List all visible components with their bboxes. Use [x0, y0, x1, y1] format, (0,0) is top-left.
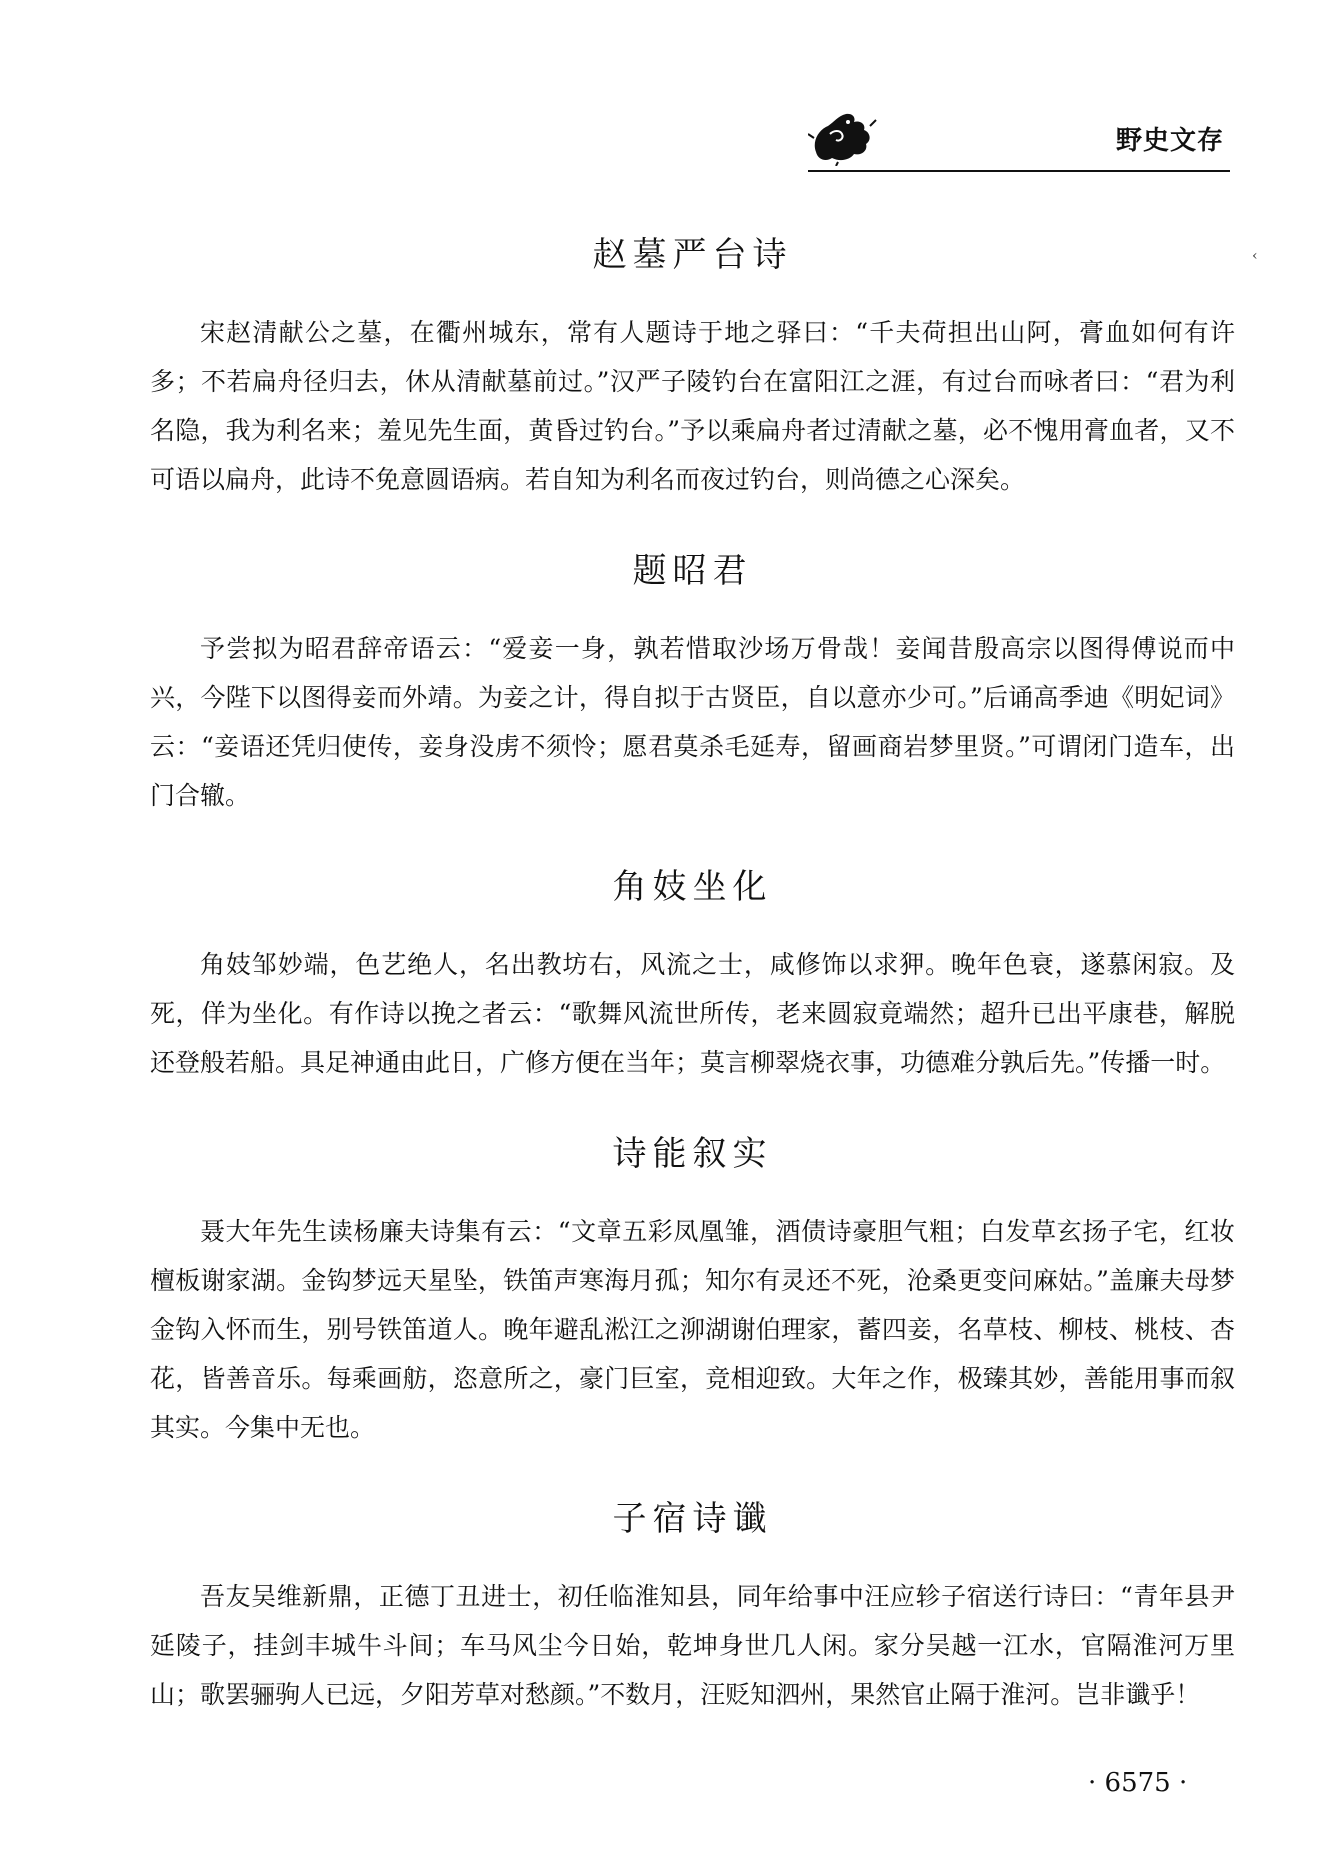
- section-title: 题昭君: [632, 551, 753, 591]
- section-body: 角妓邹妙端，色艺绝人，名出教坊右，风流之士，咸修饰以求狎。晚年色衰，遂慕闲寂。及死，佯为坐化。有作诗以挽之者云：“歌舞风流世所传，老来圆寂竟端然；超升已出平康巷，解脱还登般若船。具足神通由此日，广修方便在当年；莫言柳翠烧衣事，功德难分孰后先。”传播一时。: [150, 950, 1235, 1077]
- section-title: 赵墓严台诗: [592, 235, 793, 275]
- running-header: [808, 100, 1230, 172]
- section: [150, 1129, 1235, 1452]
- header-divider: [808, 170, 1230, 172]
- section-body: 聂大年先生读杨廉夫诗集有云：“文章五彩凤凰雏，酒债诗豪胆气粗；白发草玄扬子宅，红妆檀板谢家湖。金钩梦远天星坠，铁笛声寒海月孤；知尔有灵还不死，沧桑更变问麻姑。”盖廉夫母梦金钩入怀而生，别号铁笛道人。晚年避乱淞江之泖湖谢伯理家，蓄四妾，名草枝、柳枝、桃枝、杏花，皆善音乐。每乘画舫，恣意所之，豪门巨室，竞相迎致。大年之作，极臻其妙，善能用事而叙其实。今集中无也。: [150, 1217, 1235, 1442]
- section-title: 角妓坐化: [612, 867, 773, 907]
- section: [150, 230, 1235, 504]
- section: [150, 862, 1235, 1087]
- section-body: 予尝拟为昭君辞帝语云：“爱妾一身，孰若惜取沙场万骨哉！妾闻昔殷高宗以图得傅说而中兴，今陛下以图得妾而外靖。为妾之计，得自拟于古贤臣，自以意亦少可。”后诵高季迪《明妃词》云：“妾语还凭归使传，妾身没虏不须怜；愿君莫杀毛延寿，留画商岩梦里贤。”可谓闭门造车，出门合辙。: [150, 634, 1235, 810]
- section: [150, 1494, 1235, 1719]
- section: [150, 546, 1235, 820]
- section-title: 子宿诗谶: [612, 1499, 773, 1539]
- page-content: [150, 230, 1235, 1719]
- dragon-emblem-icon: [808, 108, 878, 166]
- page-number: · 6575 ·: [1088, 1768, 1188, 1798]
- section-title: 诗能叙实: [612, 1134, 773, 1174]
- section-body: 宋赵清献公之墓，在衢州城东，常有人题诗于地之驿曰：“千夫荷担出山阿，膏血如何有许多；不若扁舟径归去，休从清献墓前过。”汉严子陵钓台在富阳江之涯，有过台而咏者曰：“君为利名隐，我为利名来；羞见先生面，黄昏过钓台。”予以乘扁舟者过清献之墓，必不愧用膏血者，又不可语以扁舟，此诗不免意圆语病。若自知为利名而夜过钓台，则尚德之心深矣。: [150, 318, 1235, 494]
- scan-speck: ‹: [1252, 248, 1258, 264]
- book-series-title: 野史文存: [1115, 126, 1224, 156]
- section-body: 吾友吴维新鼎，正德丁丑进士，初任临淮知县，同年给事中汪应轸子宿送行诗曰：“青年县尹延陵子，挂剑丰城牛斗间；车马风尘今日始，乾坤身世几人闲。家分吴越一江水，官隔淮河万里山；歌罢骊驹人已远，夕阳芳草对愁颜。”不数月，汪贬知泗州，果然官止隔于淮河。岂非谶乎！: [150, 1582, 1235, 1709]
